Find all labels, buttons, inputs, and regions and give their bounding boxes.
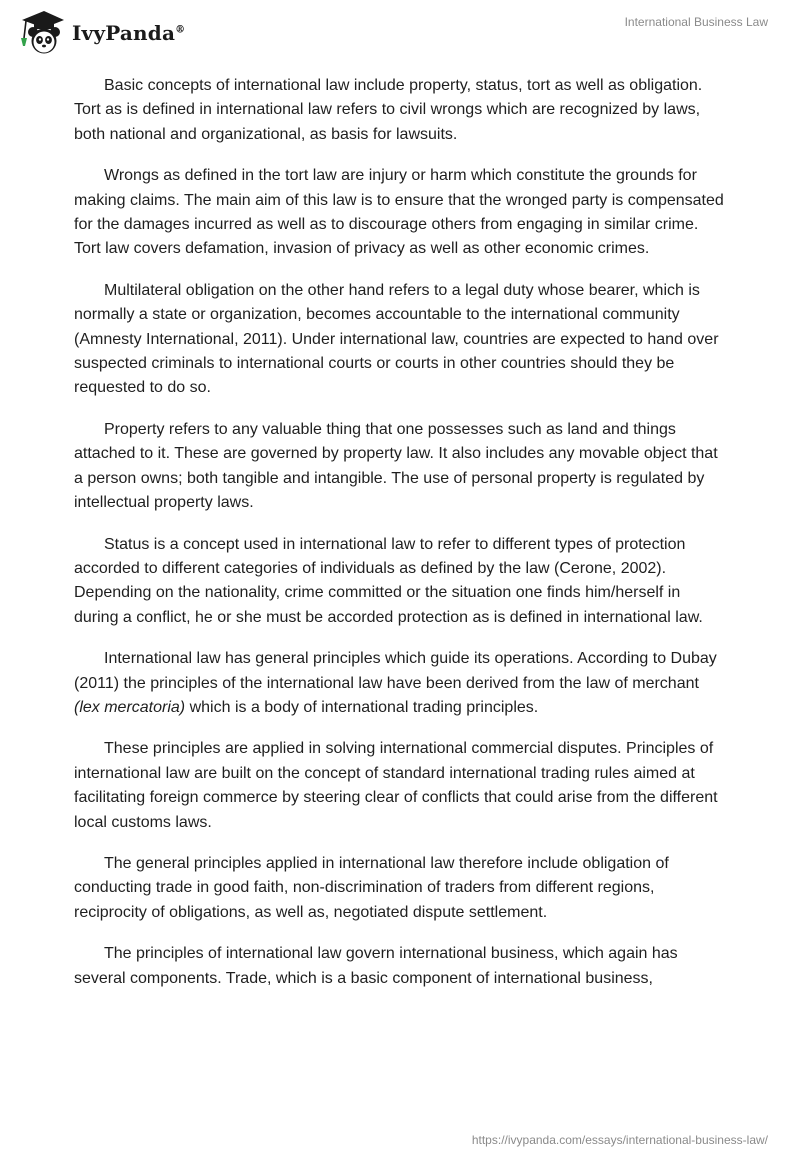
paragraph-text: International law has general principles which guide its operations. According to Dubay (2011) the principles of the international law have been derived from the law of merchant: [74, 650, 717, 692]
paragraph: Property refers to any valuable thing that one possesses such as land and things attached to it. These are governed by property law. It also includes any movable object that a person owns; both tangible and intangible. The use of personal property is regulated by intellectual property laws.: [74, 420, 718, 512]
ivypanda-logo[interactable]: [14, 8, 185, 56]
latin-term: (lex mercatoria): [74, 698, 186, 716]
paragraph: Basic concepts of international law include property, status, tort as well as obligation. Tort as is defined in international law refers to civil wrongs which are recognized by laws, both national and organizational, as basis for lawsuits.: [74, 77, 703, 143]
brand-name: IvyPanda®: [72, 21, 186, 45]
document-title: International Business Law: [624, 15, 768, 29]
paragraph: The principles of international law govern international business, which again has several components. Trade, which is a basic component of international business,: [74, 945, 678, 987]
paragraph-text: which is a body of international trading principles.: [185, 698, 539, 716]
paragraph: Wrongs as defined in the tort law are injury or harm which constitute the grounds for making claims. The main aim of this law is to ensure that the wronged party is compensated for the damages incurred as well as to discourage others from engaging in similar crime. Tort law covers defamation, invasion of privacy as well as other economic crimes.: [74, 167, 724, 258]
paragraph: Status is a concept used in international law to refer to different types of protection accorded to different categories of individuals as defined by the law (Cerone, 2002). Depending on the nationality, crime committed or the situation one finds him/herself in during a conflict, he or she must be accorded protection as is defined in international law.: [74, 535, 703, 626]
paragraph: Multilateral obligation on the other hand refers to a legal duty whose bearer, which is normally a state or organization, becomes accountable to the international community (Amnesty International, 2011). Under international law, countries are expected to hand over suspected criminals to international courts or courts in other countries should they be requested to do so.: [74, 281, 719, 397]
panda-graduate-icon: [14, 8, 66, 56]
essay-body: [74, 74, 728, 1008]
page-header: [0, 0, 800, 70]
paragraph: The general principles applied in international law therefore include obligation of conducting trade in good faith, non-discrimination of traders from different regions, reciprocity of obligations, as well as, negotiated dispute settlement.: [74, 854, 669, 921]
paragraph: [74, 647, 728, 720]
source-url[interactable]: https://ivypanda.com/essays/international-business-law/: [471, 1133, 768, 1147]
registered-mark: ®: [175, 24, 186, 36]
paragraph: These principles are applied in solving international commercial disputes. Principles of international law are built on the concept of standard international trading rules aimed at facilitating foreign commerce by steering clear of conflicts that could arise from the different local customs laws.: [74, 740, 718, 831]
